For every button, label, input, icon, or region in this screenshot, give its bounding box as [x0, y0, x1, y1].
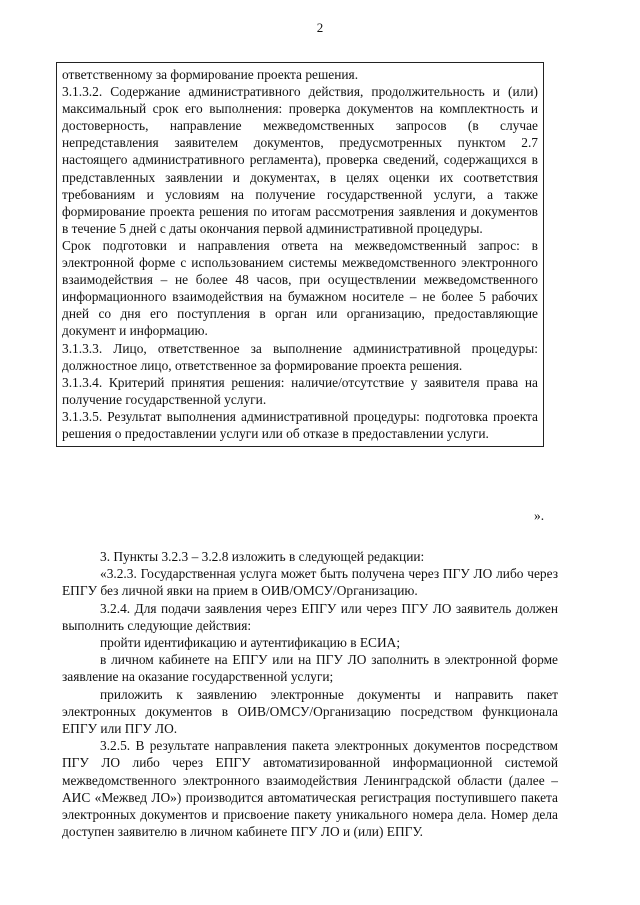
closing-quote: ».	[534, 508, 545, 523]
box-paragraph: 3.1.3.2. Содержание административного действия, продолжительность и (или) максимальный срок его выполнения: проверка документов на комплектность и достоверность, направление межведомственных запросов (в случае непредставления заявителем документов, предусмотренных пунктом 2.7 настоящего административного регламента), проверка сведений, содержащихся в представленных заявлении и документах, в целях оценки их соответствия требованиям и условиям на получение государственной услуги, а также формирование проекта решения по итогам рассмотрения заявления и документов в течение 5 дней с даты окончания первой административной процедуры.	[62, 84, 538, 236]
body-paragraph: 3.2.5. В результате направления пакета электронных документов посредством ПГУ ЛО либо через ЕПГУ автоматизированной информационной системой межведомственного электронного взаимодействия Ленинградской области (далее – АИС «Межвед ЛО») производится автоматическая регистрация поступившего пакета электронных документов и присвоение пакету уникального номера дела. Номер дела доступен заявителю в личном кабинете ПГУ ЛО и (или) ЕПГУ.	[62, 738, 558, 840]
page-number: 2	[316, 20, 324, 35]
box-paragraph: 3.1.3.5. Результат выполнения административной процедуры: подготовка проекта решения о предоставлении услуги или об отказе в предоставлении услуги.	[62, 408, 538, 441]
body-text	[62, 548, 558, 840]
body-paragraph: в личном кабинете на ЕПГУ или на ПГУ ЛО заполнить в электронной форме заявление на оказание государственной услуги;	[62, 652, 558, 685]
body-paragraph: пройти идентификацию и аутентификацию в ЕСИА;	[100, 635, 401, 651]
quoted-text-box	[56, 62, 544, 447]
box-paragraph: Срок подготовки и направления ответа на межведомственный запрос: в электронной форме с использованием системы межведомственного электронного взаимодействия – не более 48 часов, при осуществлении межведомственного информационного взаимодействия на бумажном носителе – не более 5 рабочих дней со дня его поступления в орган или организацию, предоставляющие документ и информацию.	[62, 237, 538, 339]
body-paragraph: 3.2.4. Для подачи заявления через ЕПГУ или через ПГУ ЛО заявитель должен выполнить следующие действия:	[62, 600, 558, 633]
box-paragraph: 3.1.3.4. Критерий принятия решения: наличие/отсутствие у заявителя права на получение государственной услуги.	[62, 374, 538, 407]
box-paragraph: 3.1.3.3. Лицо, ответственное за выполнение административной процедуры: должностное лицо, ответственное за формирование проекта решения.	[62, 340, 538, 373]
body-paragraph: «3.2.3. Государственная услуга может быть получена через ПГУ ЛО либо через ЕПГУ без личной явки на прием в ОИВ/ОМСУ/Организацию.	[62, 566, 558, 599]
body-paragraph: приложить к заявлению электронные документы и направить пакет электронных документов в ОИВ/ОМСУ/Организацию посредством функционала ЕПГУ или ПГУ ЛО.	[62, 686, 558, 737]
body-paragraph: 3. Пункты 3.2.3 – 3.2.8 изложить в следующей редакции:	[100, 549, 425, 564]
box-paragraph: ответственному за формирование проекта решения.	[62, 67, 359, 82]
